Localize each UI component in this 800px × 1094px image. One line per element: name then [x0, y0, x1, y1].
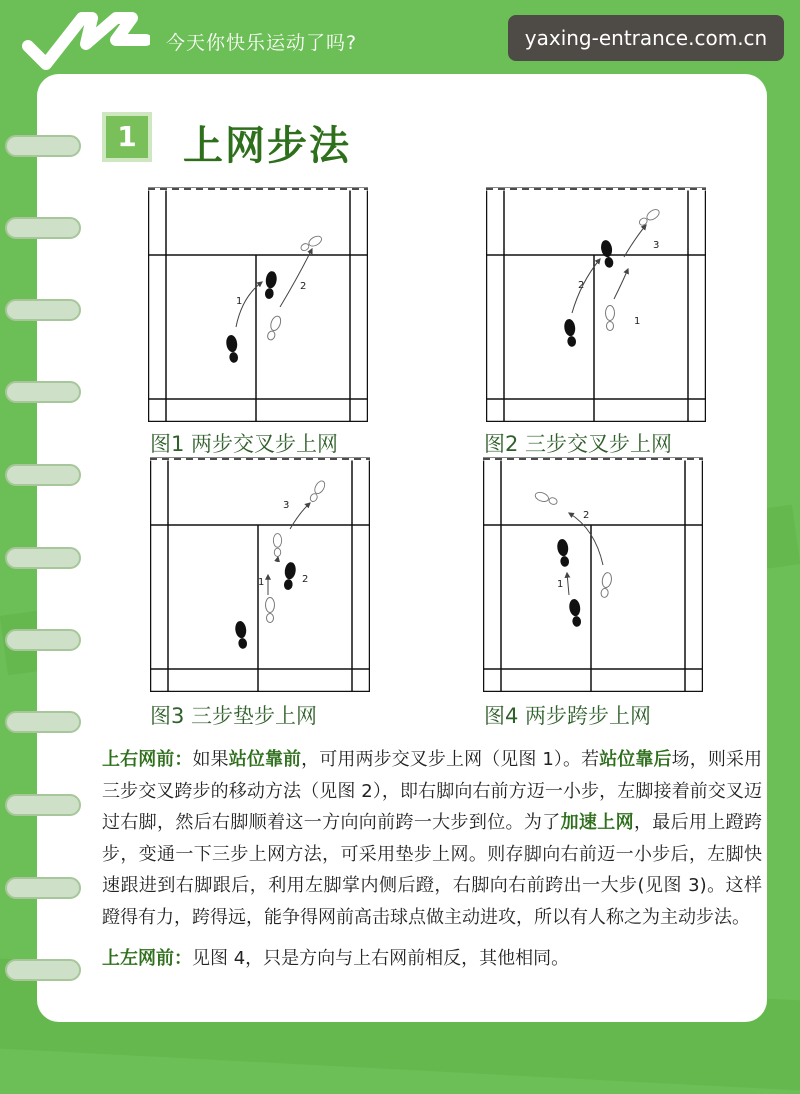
figure-1-court	[148, 187, 368, 422]
footprint-outline	[265, 315, 282, 342]
step-label: 1	[236, 296, 243, 307]
figure-2-caption: 图2 三步交叉步上网	[484, 432, 673, 456]
highlight-text: 站位靠前	[228, 749, 302, 770]
slogan: 今天你快乐运动了吗?	[166, 32, 358, 54]
footprint-outline	[534, 491, 558, 507]
footprint-outline	[638, 207, 662, 227]
paragraph-left-net	[102, 943, 762, 975]
paragraph-text: 场，则采用三步交叉跨步的移动方法（见图 2），即右脚向右前方迈一小步，左脚接着前交叉迈过右脚，然后右脚顺着这一方向向前跨一大步到位。为了	[102, 749, 763, 833]
step-label: 2	[583, 510, 590, 521]
paragraph-lead: 上左网前：	[102, 948, 192, 969]
highlight-text: 加速上网	[560, 812, 634, 833]
footprint-right	[600, 239, 615, 268]
section-number: 1	[102, 112, 152, 162]
figure-4-caption: 图4 两步跨步上网	[484, 704, 652, 728]
paragraph-text: ，最后用上蹬跨步，变通一下三步上网方法，可采用垫步上网。则存脚向右前迈一小步后，左脚快速跟进到右脚跟后，利用左脚掌内侧后蹬，右脚向右前跨出一大步(见图 3)。这样蹬得有力，跨得远，能争得网前高击球点做主动进攻，所以有人称之为主动步法。	[102, 812, 763, 928]
footprint-left	[225, 334, 240, 363]
step-label: 3	[283, 500, 290, 511]
footprint-right	[568, 598, 583, 627]
footprint-right	[282, 561, 297, 590]
top-bar	[0, 0, 800, 80]
footprint-left	[556, 538, 571, 567]
footprint-right	[263, 270, 278, 299]
footprint-outline	[599, 572, 612, 598]
figure-2-court	[486, 187, 706, 422]
figure-4-court	[483, 457, 703, 692]
step-label: 3	[653, 240, 660, 251]
footprint-outline	[266, 598, 275, 623]
step-label: 1	[258, 577, 265, 588]
footprint-left	[563, 318, 578, 347]
paragraph-text: 如果	[192, 749, 229, 770]
highlight-text: 站位靠后	[599, 749, 672, 770]
footprint-left	[234, 620, 249, 649]
footprint-outline	[606, 306, 615, 331]
step-label: 2	[302, 574, 309, 585]
site-watermark: yaxing-entrance.com.cn	[508, 15, 784, 61]
step-label: 1	[634, 316, 641, 327]
figure-1-caption: 图1 两步交叉步上网	[150, 432, 339, 456]
paragraph-text: 见图 4，只是方向与上右网前相反，其他相同。	[192, 948, 570, 969]
figure-3-court	[150, 457, 370, 692]
footprint-outline	[308, 479, 327, 503]
paragraph-right-net	[102, 744, 762, 933]
step-label: 2	[300, 281, 307, 292]
body-text	[102, 744, 762, 975]
paragraph-text: ，可用两步交叉步上网（见图 1）。若	[301, 749, 600, 770]
figure-3-caption: 图3 三步垫步上网	[150, 704, 318, 728]
binder-rings-icon	[0, 0, 90, 1061]
paragraph-lead: 上右网前：	[102, 749, 193, 770]
step-label: 1	[557, 579, 564, 590]
footprint-outline	[273, 534, 281, 557]
step-label: 2	[578, 280, 585, 291]
section-title: 上网步法	[183, 123, 351, 169]
